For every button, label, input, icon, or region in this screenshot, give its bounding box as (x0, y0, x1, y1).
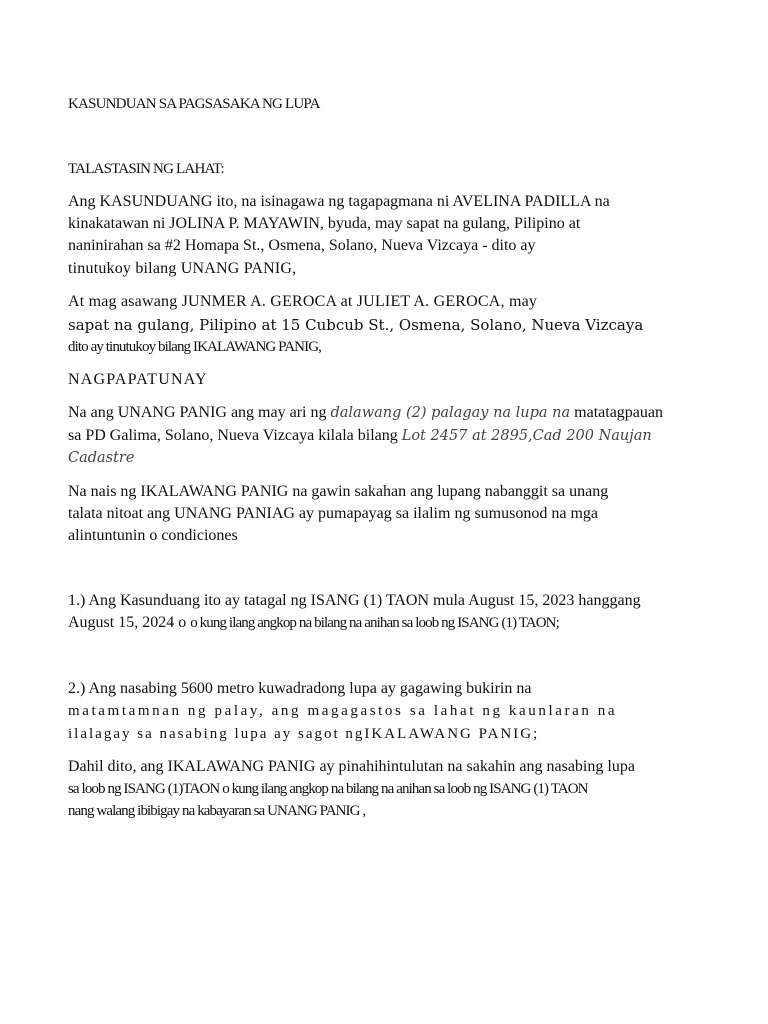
item1-line1: 1.) Ang Kasunduang ito ay tatagal ng ISANG (1) TAON mula August 15, 2023 hanggang (68, 592, 641, 609)
item1-line2-start: August 15, 2024 o (68, 614, 191, 631)
para2-line2: sapat na gulang, Pilipino at 15 Cubcub St., Osmena, Solano, Nueva Vizcaya (68, 316, 644, 334)
para3-line1-start: Na ang UNANG PANIG ang may ari ng (68, 404, 331, 421)
para2-line1: At mag asawang JUNMER A. GEROCA at JULIET A. GEROCA, may (68, 293, 538, 310)
para1-line2: kinakatawan ni JOLINA P. MAYAWIN, byuda, may sapat na gulang, Pilipino at (68, 215, 581, 232)
para3-line2-italic: Lot 2457 at 2895,Cad 200 Naujan (401, 428, 652, 444)
salutation: TALASTASIN NG LAHAT: (68, 161, 224, 177)
para3-line2-start: sa PD Galima, Solano, Nueva Vizcaya kilala bilang (68, 427, 402, 444)
para4-line3: alintuntunin o condiciones (68, 527, 238, 544)
para3-line3 (68, 447, 134, 469)
para1-line3: naninirahan sa #2 Homapa St., Osmena, Solano, Nueva Vizcaya - dito ay (68, 237, 536, 254)
para3-line1 (68, 402, 663, 424)
para1-line1: Ang KASUNDUANG ito, na isinagawa ng tagapagmana ni AVELINA PADILLA na (68, 193, 610, 210)
para3-line1-italic: dalawang (2) palagay na lupa na (330, 405, 571, 421)
document-title: KASUNDUAN SA PAGSASAKA NG LUPA (68, 96, 320, 112)
para5-line3: nang walang ibibigay na kabayaran sa UNANG PANIG , (68, 803, 366, 819)
para3-line2 (68, 425, 652, 447)
para5-line2: sa loob ng ISANG (1)TAON o kung ilang angkop na bilang na anihan sa loob ng ISANG (1) TAON (68, 781, 588, 797)
para3-line1-end: matatagpauan (570, 404, 663, 421)
item2-line1: 2.) Ang nasabing 5600 metro kuwadradong lupa ay gagawing bukirin na (68, 680, 532, 697)
item2-line3: ilalagay sa nasabing lupa ay sagot ngIKALAWANG PANIG; (68, 726, 540, 742)
item1-line2 (68, 612, 559, 634)
para5-line1: Dahil dito, ang IKALAWANG PANIG ay pinahihintulutan na sakahin ang nasabing lupa (68, 758, 635, 775)
para4-line2: talata nitoat ang UNANG PANIAG ay pumapayag sa ilalim ng sumusonod na mga (68, 505, 598, 522)
para3-line3-italic: Cadastre (68, 450, 135, 466)
para1-line4: tinutukoy bilang UNANG PANIG, (68, 260, 297, 277)
item1-line2-end: o kung ilang angkop na bilang na anihan sa loob ng ISANG (1) TAON; (190, 615, 559, 631)
para4-line1: Na nais ng IKALAWANG PANIG na gawin sakahan ang lupang nabanggit sa unang (68, 483, 609, 500)
section-heading: NAGPAPATUNAY (68, 371, 208, 388)
item2-line2: matamtamnan ng palay, ang magagastos sa lahat ng kaunlaran na (68, 703, 618, 719)
para2-line3: dito ay tinutukoy bilang IKALAWANG PANIG, (68, 339, 321, 355)
